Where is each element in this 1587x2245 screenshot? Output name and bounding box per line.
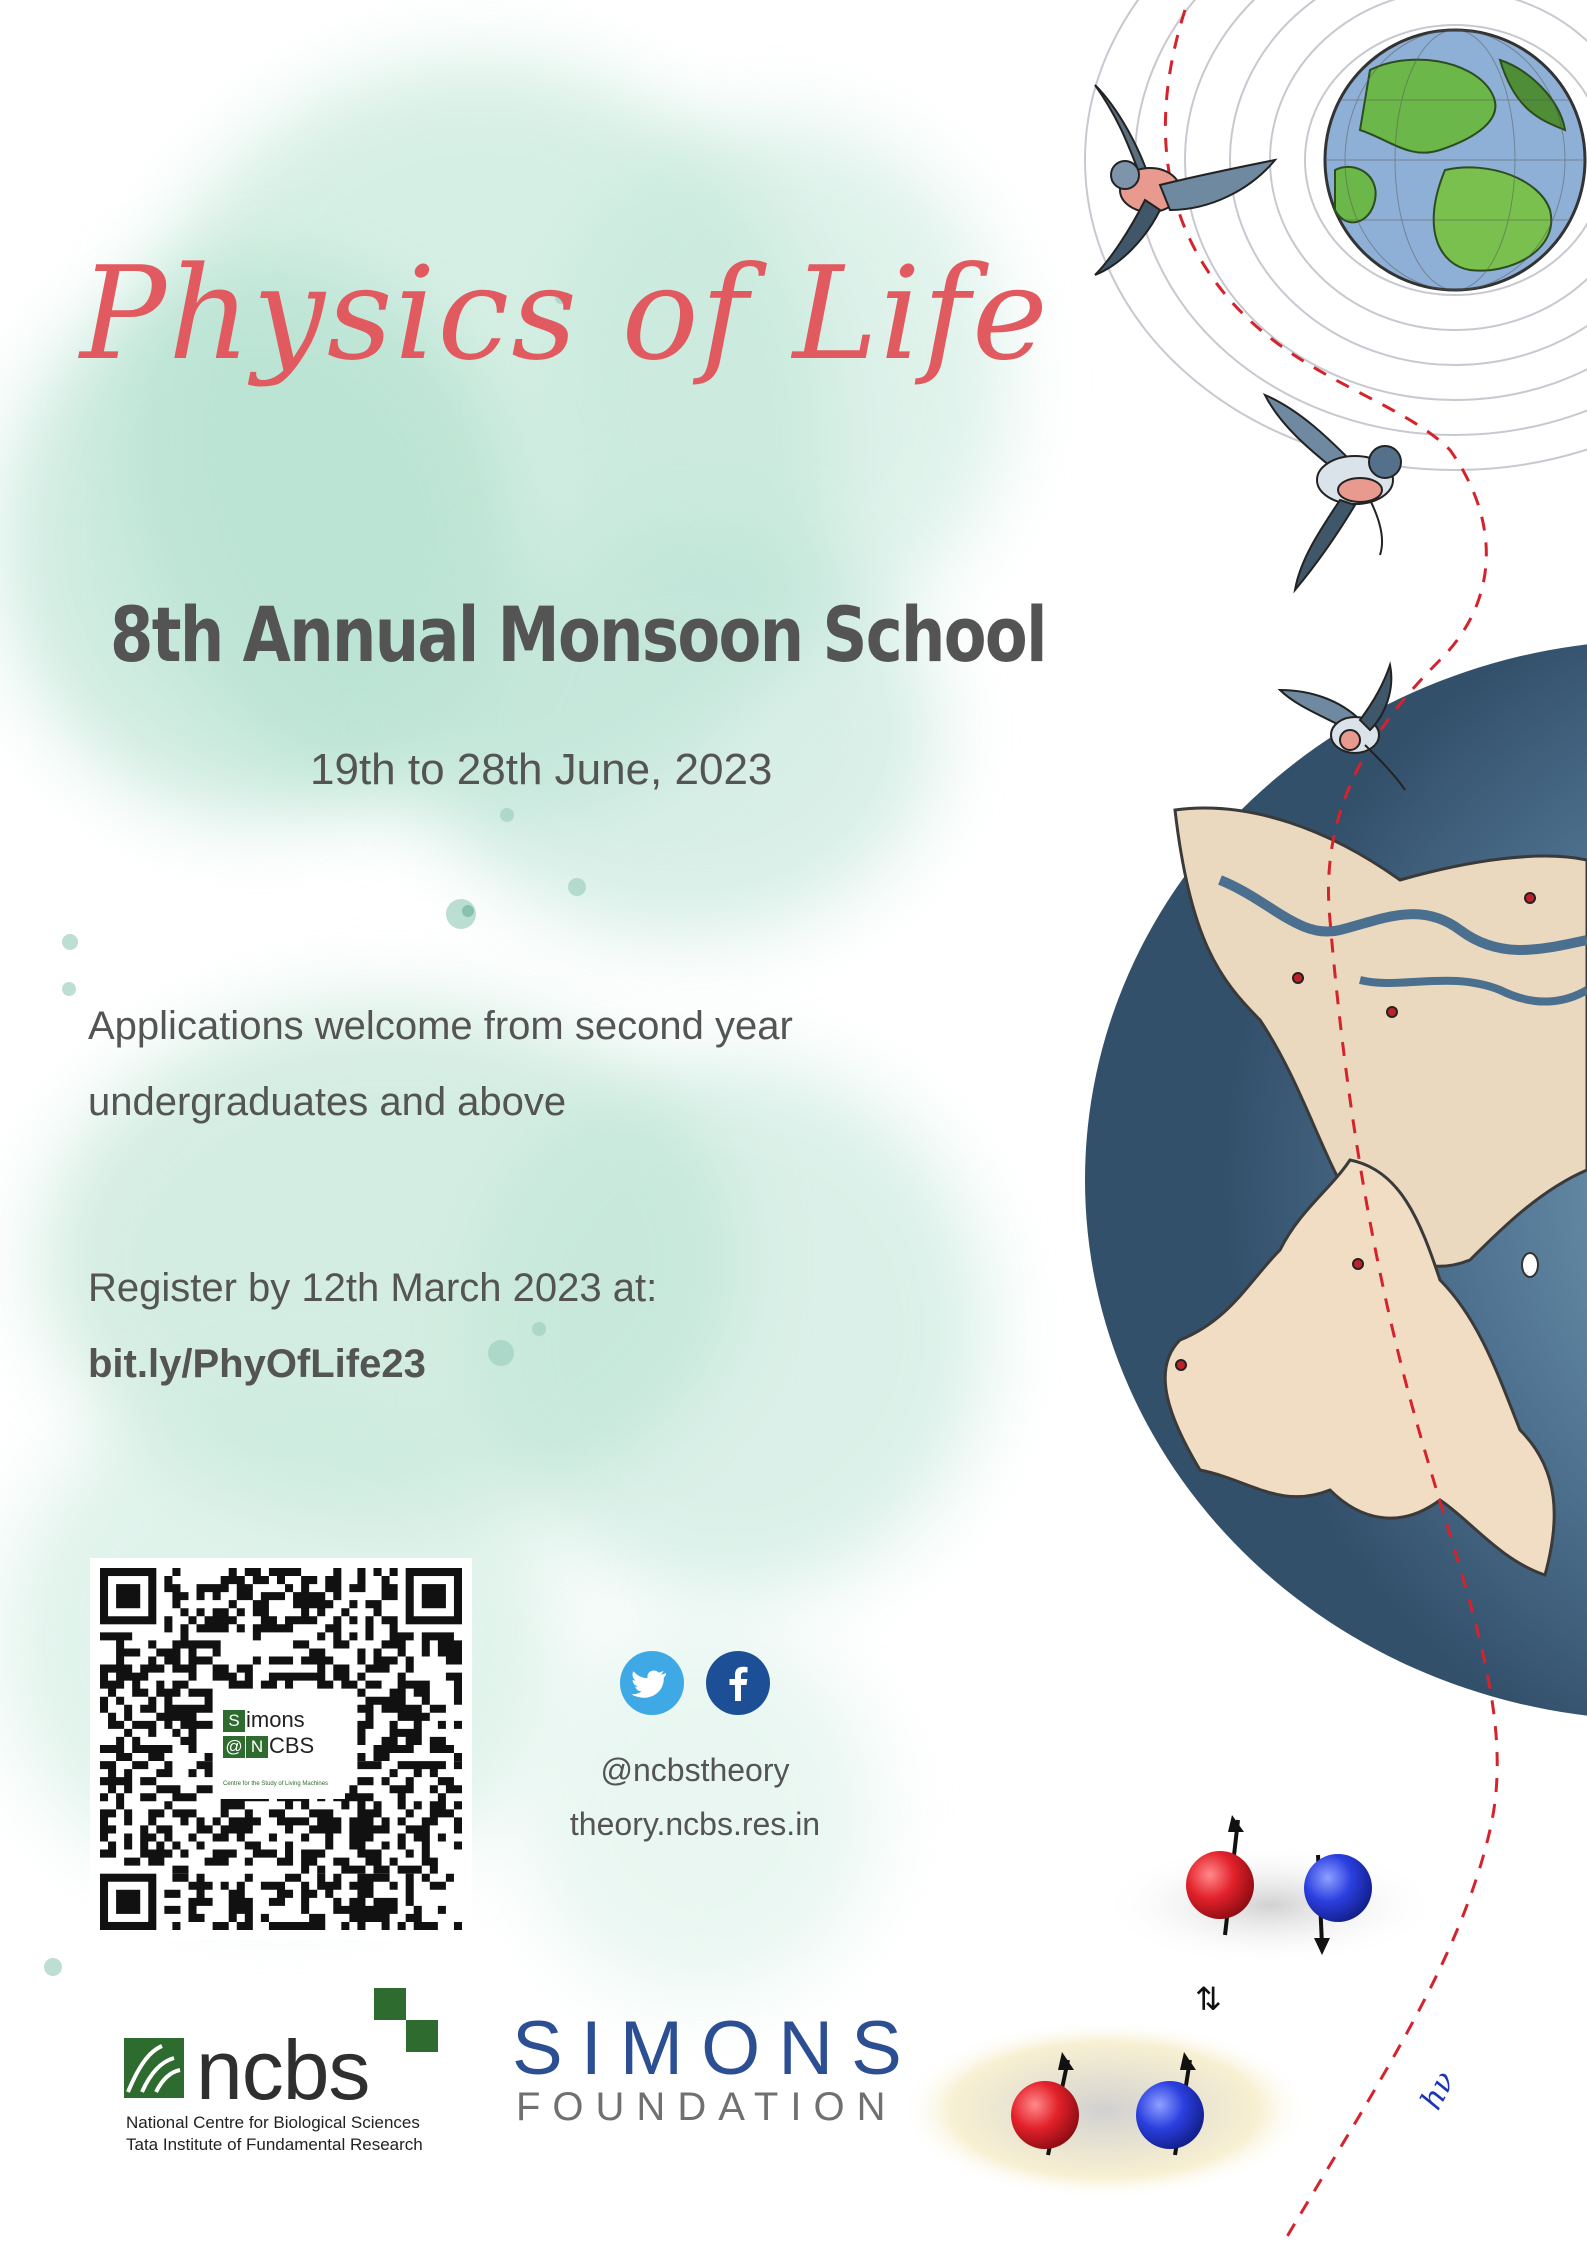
spin-pair-top [1100,1815,1440,1967]
simons-wordmark: SIMONS [512,2006,920,2091]
qr-finder-pattern [406,1568,462,1624]
earth-globe [1325,30,1585,290]
map-globe [1085,640,1587,1720]
photon-label: hν [1414,2065,1463,2116]
foundation-wordmark: FOUNDATION [516,2085,898,2129]
poster-title: Physics of Life [80,240,1050,389]
bird-1 [1095,85,1275,275]
poster-subtitle: 8th Annual Monsoon School [110,590,1046,679]
spin-flip-symbol: ⇅ [1195,1980,1222,2018]
ncbs-wordmark: ncbs [196,2023,370,2117]
website-link[interactable]: theory.ncbs.res.in [569,1806,821,1842]
register-link[interactable]: bit.ly/PhyOfLife23 [88,1342,426,1386]
eligibility-line-1: Applications welcome from second year [88,1004,793,1048]
register-line: Register by 12th March 2023 at: [88,1266,658,1310]
twitter-handle[interactable]: @ncbstheory [600,1752,790,1788]
ncbs-fullname: National Centre for Biological Sciences [126,2113,420,2132]
spin-pair-bottom [900,2020,1310,2200]
facebook-icon[interactable] [706,1651,770,1715]
qr-finder-pattern [100,1568,156,1624]
qr-code[interactable] [90,1558,472,1940]
tifr-fullname: Tata Institute of Fundamental Research [126,2135,423,2154]
eligibility-line-2: undergraduates and above [88,1080,567,1124]
twitter-icon[interactable] [620,1651,684,1715]
event-dates: 19th to 28th June, 2023 [310,745,773,794]
simons-ncbs-logo: S imons @ N CBS Centre for the Study of Living Machines [217,1701,345,1799]
bird-2 [1265,395,1401,590]
qr-finder-pattern [100,1874,156,1930]
